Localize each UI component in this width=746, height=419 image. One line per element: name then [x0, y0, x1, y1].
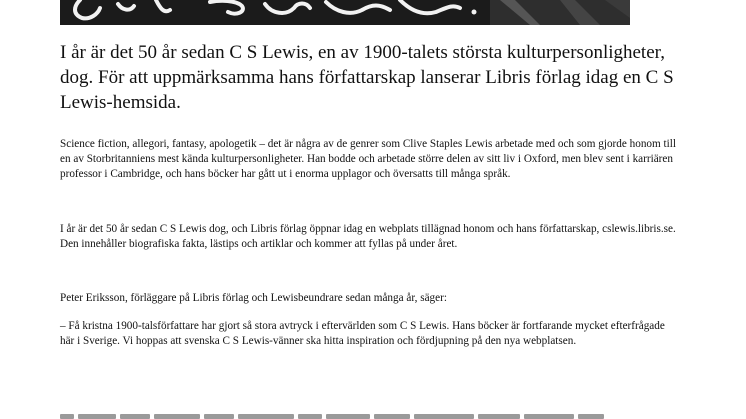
signature-banner-icon: [60, 0, 630, 25]
body-paragraph-3: Peter Eriksson, förläggare på Libris förlag och Lewisbeundrare sedan många år, säger:: [60, 292, 447, 304]
header-image: [60, 0, 630, 25]
lead-paragraph: I år är det 50 år sedan C S Lewis, en av 1900-talets största kulturpersonligheter, dog. För att uppmärksamma hans författarskap lanserar Libris förlag idag en C S Lewis-hemsida.: [60, 42, 674, 113]
body-paragraph-4: – Få kristna 1900-talsförfattare har gjort så stora avtryck i eftervärlden som C S Lewis. Hans böcker är fortfarande mycket efterfrågade här i Sverige. Vi hoppas att svenska C S Lewis-vänner ska hitta inspiration och fördjupning på den nya webplatsen.: [60, 320, 665, 348]
body-paragraph-1: Science fiction, allegori, fantasy, apologetik – det är några av de genrer som Clive Staples Lewis arbetade med och som gjorde honom till en av Storbritanniens mest kända kulturpersonligheter. Han bodde och arbetade större delen av sitt liv i Oxford, men blev sent i karriären professor i Cambridge, och hans böcker har gått ut i enorma upplagor och översatts till många språk.: [60, 138, 676, 181]
truncated-next-paragraph: [60, 411, 620, 419]
body-paragraph-2: I år är det 50 år sedan C S Lewis dog, och Libris förlag öppnar idag en webplats tillägnad honom och hans författarskap, cslewis.libris.se. Den innehåller biografiska fakta, lästips och artiklar och kommer att fyllas på under året.: [60, 223, 676, 251]
